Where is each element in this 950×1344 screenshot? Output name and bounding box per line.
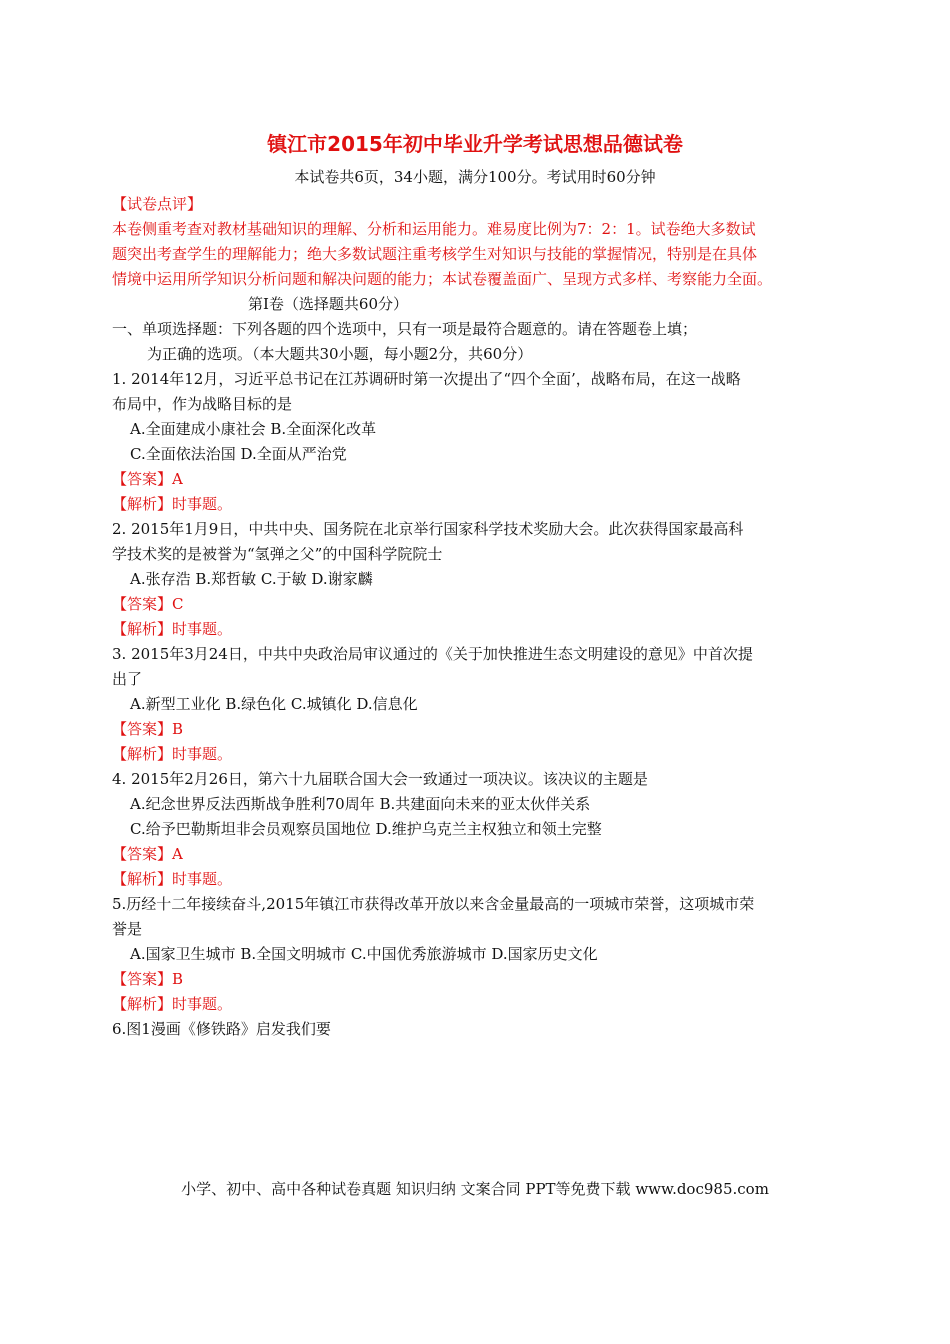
- question-stem: 4. 2015年2月26日，第六十九届联合国大会一致通过一项决议。该决议的主题是: [112, 770, 648, 788]
- analysis: 【解析】时事题。: [112, 870, 233, 888]
- question-stem: 5.历经十二年接续奋斗,2015年镇江市获得改革开放以来含金量最高的一项城市荣誉，这项城市荣: [112, 895, 755, 913]
- review-line: 题突出考查学生的理解能力；绝大多数试题注重考核学生对知识与技能的掌握情况，特别是在具体: [112, 245, 758, 263]
- question-stem: 3. 2015年3月24日，中共中央政治局审议通过的《关于加快推进生态文明建设的意见》中首次提: [112, 645, 753, 663]
- question-stem: 出了: [112, 670, 143, 688]
- instruction-line: 一、单项选择题：下列各题的四个选项中，只有一项是最符合题意的。请在答题卷上填；: [112, 320, 698, 338]
- question-options: A.纪念世界反法西斯战争胜利70周年 B.共建面向未来的亚太伙伴关系: [130, 795, 591, 813]
- review-heading: 【试卷点评】: [112, 195, 203, 213]
- review-line: 本卷侧重考查对教材基础知识的理解、分析和运用能力。难易度比例为7：2：1。试卷绝大多数试: [112, 220, 756, 238]
- question-options: A.新型工业化 B.绿色化 C.城镇化 D.信息化: [130, 695, 418, 713]
- exam-info: 本试卷共6页，34小题，满分100分。考试用时60分钟: [294, 168, 656, 186]
- analysis: 【解析】时事题。: [112, 745, 233, 763]
- analysis: 【解析】时事题。: [112, 995, 233, 1013]
- instruction-line: 为正确的选项。（本大题共30小题，每小题2分，共60分）: [147, 345, 533, 363]
- answer: 【答案】A: [112, 845, 183, 863]
- review-line: 情境中运用所学知识分析问题和解决问题的能力；本试卷覆盖面广、呈现方式多样、考察能力全面。: [112, 270, 773, 288]
- question-stem: 学技术奖的是被誉为“氢弹之父”的中国科学院院士: [112, 545, 443, 563]
- question-stem: 1. 2014年12月，习近平总书记在江苏调研时第一次提出了“四个全面’，战略布局，在这一战略: [112, 370, 741, 388]
- analysis: 【解析】时事题。: [112, 495, 233, 513]
- answer: 【答案】B: [112, 970, 184, 988]
- question-options: A.张存浩 B.郑哲敏 C.于敏 D.谢家麟: [130, 570, 373, 588]
- question-stem: 布局中，作为战略目标的是: [112, 395, 293, 413]
- analysis: 【解析】时事题。: [112, 620, 233, 638]
- question-stem: 誉是: [112, 920, 143, 938]
- question-stem: 6.图1漫画《修铁路》启发我们要: [112, 1020, 331, 1038]
- answer: 【答案】B: [112, 720, 184, 738]
- footer-text: 小学、初中、高中各种试卷真题 知识归纳 文案合同 PPT等免费下载 www.doc985.com: [181, 1180, 769, 1198]
- question-stem: 2. 2015年1月9日，中共中央、国务院在北京举行国家科学技术奖励大会。此次获得国家最高科: [112, 520, 744, 538]
- question-options: C.全面依法治国 D.全面从严治党: [130, 445, 347, 463]
- question-options: A.国家卫生城市 B.全国文明城市 C.中国优秀旅游城市 D.国家历史文化: [130, 945, 598, 963]
- page-title: 镇江市2015年初中毕业升学考试思想品德试卷: [267, 132, 683, 156]
- question-options: C.给予巴勒斯坦非会员观察员国地位 D.维护乌克兰主权独立和领土完整: [130, 820, 602, 838]
- answer: 【答案】A: [112, 470, 183, 488]
- section-heading: 第Ⅰ卷（选择题共60分）: [248, 295, 409, 313]
- question-options: A.全面建成小康社会 B.全面深化改革: [130, 420, 377, 438]
- answer: 【答案】C: [112, 595, 184, 613]
